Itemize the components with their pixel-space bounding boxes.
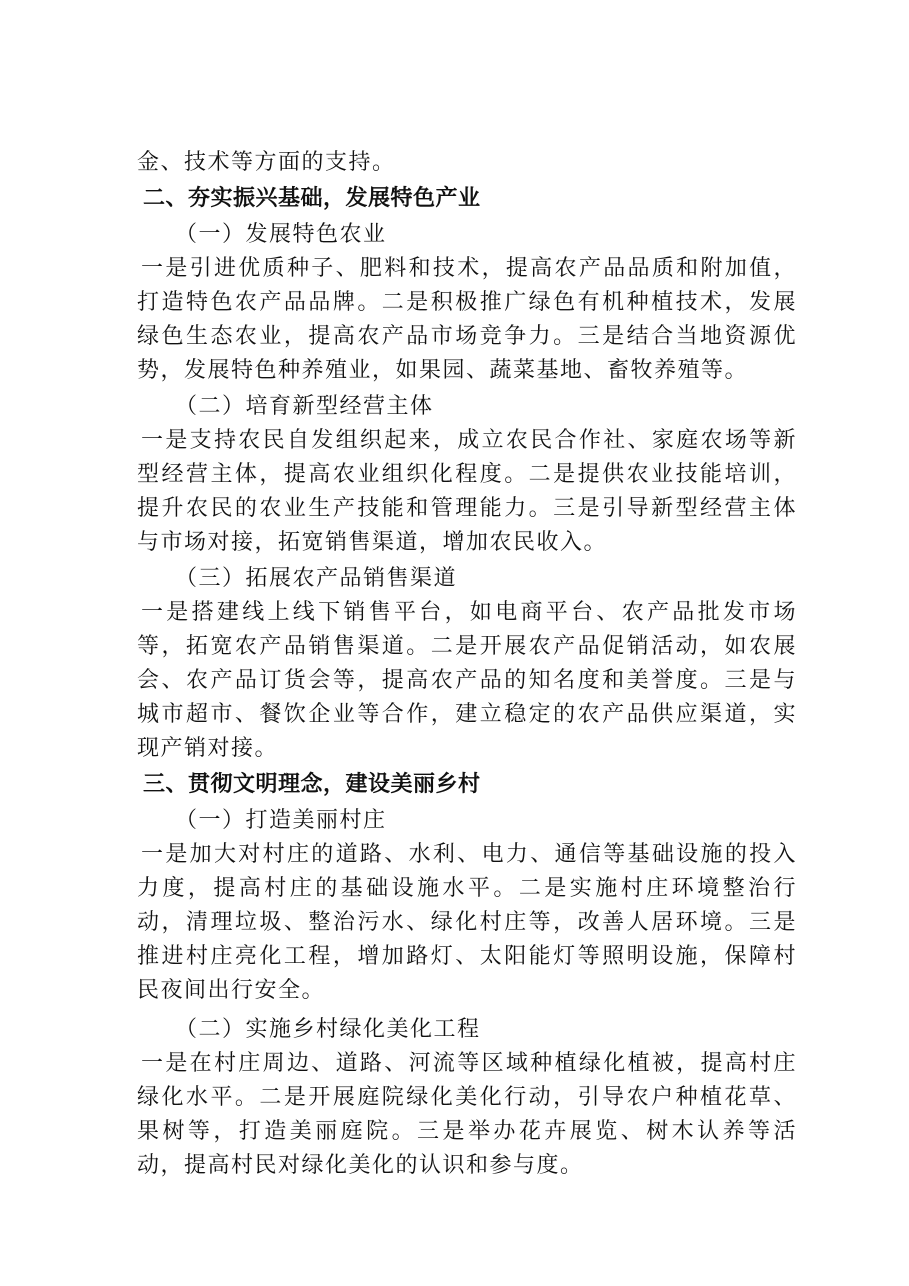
text-line: 力度，提高村庄的基础设施水平。二是实施村庄环境整治行 bbox=[137, 876, 797, 901]
text-line: 一是引进优质种子、肥料和技术，提高农产品品质和附加值， bbox=[141, 256, 797, 281]
text-line: 现产销对接。 bbox=[137, 736, 279, 761]
text-line: 动，提高村民对绿化美化的认识和参与度。 bbox=[137, 1153, 584, 1178]
text-line: 型经营主体，提高农业组织化程度。二是提供农业技能培训， bbox=[137, 462, 797, 487]
text-line: 与市场对接，拓宽销售渠道，增加农民收入。 bbox=[137, 530, 608, 555]
text-line: 提升农民的农业生产技能和管理能力。三是引导新型经营主体 bbox=[137, 496, 797, 521]
subsection-heading: （三）拓展农产品销售渠道 bbox=[175, 566, 458, 591]
text-line: 民夜间出行安全。 bbox=[137, 978, 326, 1003]
text-line: 一是加大对村庄的道路、水利、电力、通信等基础设施的投入 bbox=[141, 842, 797, 867]
subsection-heading: （一）发展特色农业 bbox=[175, 222, 387, 247]
text-line: 会、农产品订货会等，提高农产品的知名度和美誉度。三是与 bbox=[137, 668, 797, 693]
spacer bbox=[137, 1008, 797, 1011]
text-line: 绿化水平。二是开展庭院绿化美化行动，引导农户种植花草、 bbox=[137, 1085, 797, 1110]
text-line: 等，拓宽农产品销售渠道。二是开展农产品促销活动，如农展 bbox=[137, 634, 797, 659]
text-line: 一是在村庄周边、道路、河流等区域种植绿化植被，提高村庄 bbox=[141, 1051, 797, 1076]
subsection-heading: （二）实施乡村绿化美化工程 bbox=[175, 1017, 481, 1042]
text-line: 动，清理垃圾、整治污水、绿化村庄等，改善人居环境。三是 bbox=[137, 910, 797, 935]
section-heading: 三、贯彻文明理念，建设美丽乡村 bbox=[143, 772, 481, 797]
text-line: 推进村庄亮化工程，增加路灯、太阳能灯等照明设施，保障村 bbox=[137, 944, 797, 969]
section-heading: 二、夯实振兴基础，发展特色产业 bbox=[143, 186, 481, 211]
text-line: 金、技术等方面的支持。 bbox=[137, 150, 396, 175]
text-line: 城市超市、餐饮企业等合作，建立稳定的农产品供应渠道，实 bbox=[137, 702, 797, 727]
text-line: 势，发展特色种养殖业，如果园、蔬菜基地、畜牧养殖等。 bbox=[137, 358, 749, 383]
document-body bbox=[137, 146, 797, 1183]
subsection-heading: （一）打造美丽村庄 bbox=[175, 808, 387, 833]
text-line: 一是搭建线上线下销售平台，如电商平台、农产品批发市场 bbox=[141, 600, 797, 625]
subsection-heading: （二）培育新型经营主体 bbox=[175, 394, 434, 419]
text-line: 打造特色农产品品牌。二是积极推广绿色有机种植技术，发展 bbox=[137, 290, 797, 315]
text-line: 绿色生态农业，提高农产品市场竞争力。三是结合当地资源优 bbox=[137, 324, 797, 349]
text-line: 一是支持农民自发组织起来，成立农民合作社、家庭农场等新 bbox=[141, 428, 797, 453]
text-line: 果树等，打造美丽庭院。三是举办花卉展览、树木认养等活 bbox=[137, 1119, 797, 1144]
